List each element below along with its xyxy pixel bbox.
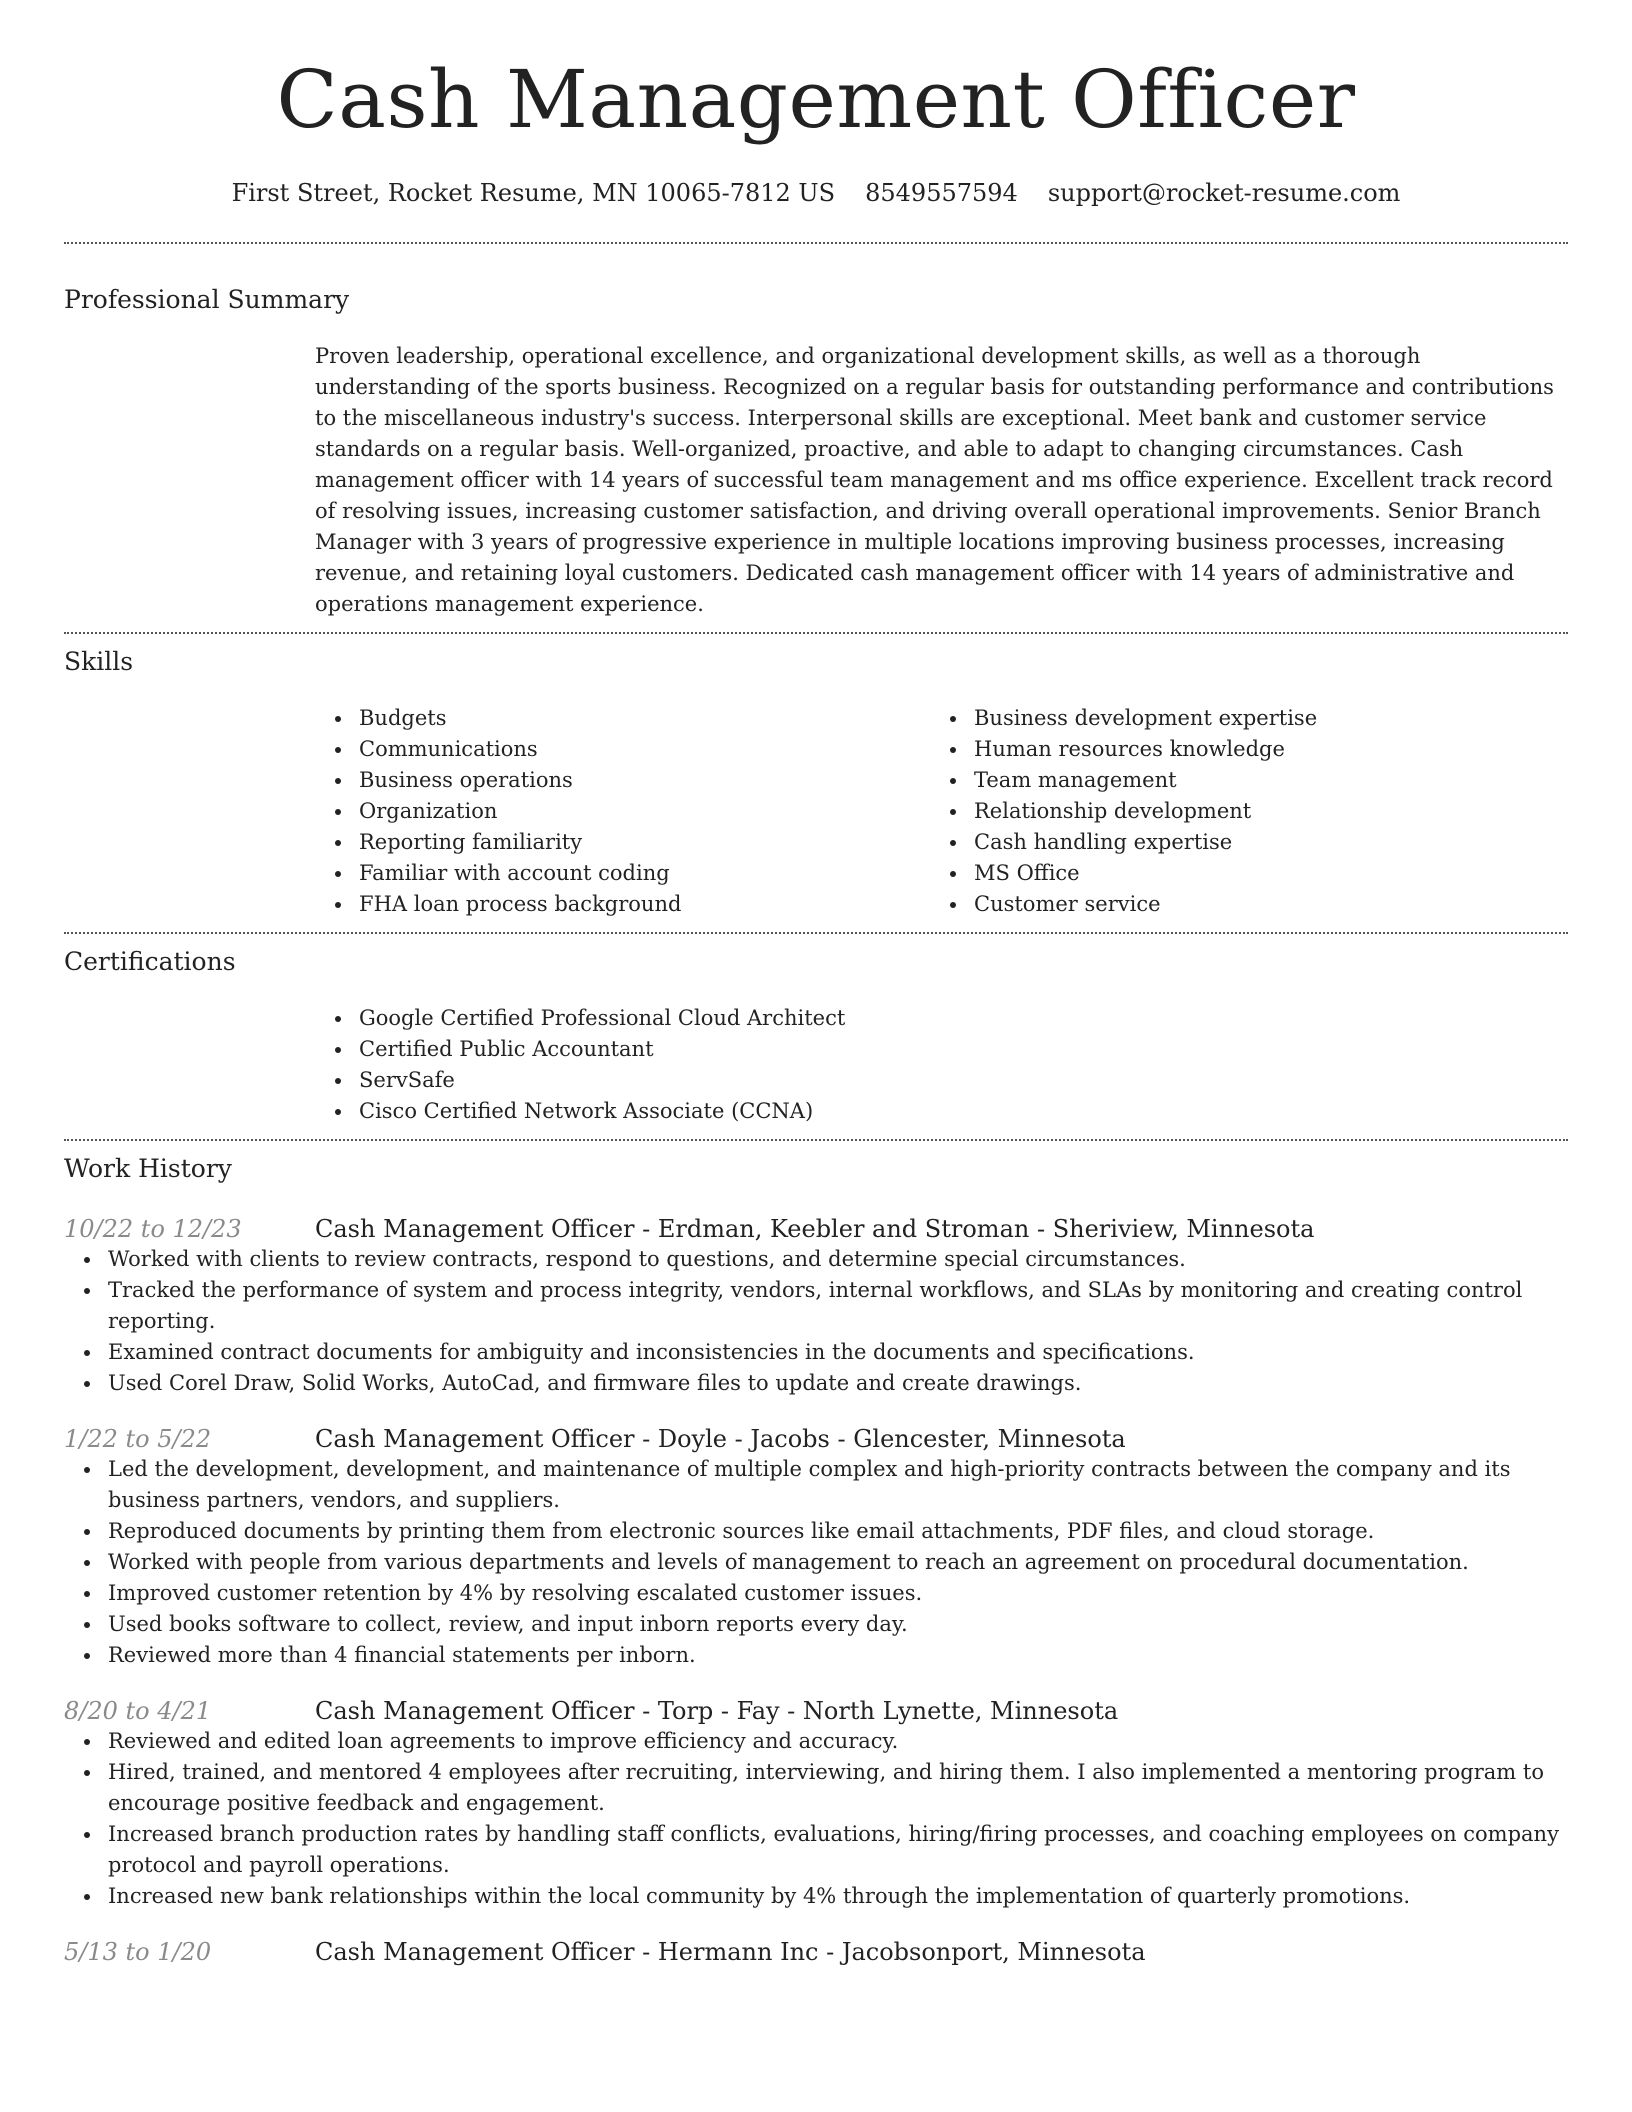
job-dates: 5/13 to 1/20 [64, 1938, 212, 1966]
job-bullet: Increased branch production rates by handling staff conflicts, evaluations, hiring/firing processes, and coaching employees on company protocol and payroll operations. [108, 1819, 1568, 1881]
skill-item: Business operations [359, 765, 930, 796]
job-heading: Cash Management Officer - Torp - Fay - North Lynette, Minnesota [315, 1697, 1119, 1725]
skill-item: Business development expertise [974, 703, 1545, 734]
summary-text: Proven leadership, operational excellence, and organizational development skills, as well as a thorough understanding of the sports business. Recognized on a regular basis for outstanding performance and contributions to the miscellaneous industry's success. Interpersonal skills are exceptional. Meet bank and customer service standards on a regular basis. Well-organized, proactive, and able to adapt to changing circumstances. Cash management officer with 14 years of successful team management and ms office experience. Excellent track record of resolving issues, increasing customer satisfaction, and driving overall operational improvements. Senior Branch Manager with 3 years of progressive experience in multiple locations improving business processes, increasing revenue, and retaining loyal customers. Dedicated cash management officer with 14 years of administrative and operations management experience. [315, 344, 1554, 616]
skill-item: MS Office [974, 858, 1545, 889]
divider [64, 932, 1568, 934]
work-history-section [64, 1154, 1568, 1967]
resume-page [64, 0, 1568, 1967]
contact-line [64, 178, 1568, 208]
skills-list-right [930, 703, 1545, 920]
job-entry [64, 1424, 1568, 1671]
job-bullet: Reproduced documents by printing them from electronic sources like email attachments, PDF files, and cloud storage. [108, 1516, 1568, 1547]
section-title-work-history: Work History [64, 1154, 232, 1183]
job-bullet: Tracked the performance of system and process integrity, vendors, internal workflows, and SLAs by monitoring and creating control reporting. [108, 1275, 1568, 1337]
section-title-skills: Skills [64, 647, 134, 676]
job-dates: 1/22 to 5/22 [64, 1425, 212, 1453]
section-title-certifications: Certifications [64, 947, 236, 976]
certifications-list [315, 1003, 1568, 1127]
job-bullets [64, 1454, 1568, 1671]
resume-name: Cash Management Officer [276, 53, 1356, 146]
job-bullet: Hired, trained, and mentored 4 employees after recruiting, interviewing, and hiring them. I also implemented a mentoring program to encourage positive feedback and engagement. [108, 1757, 1568, 1819]
job-bullet: Improved customer retention by 4% by resolving escalated customer issues. [108, 1578, 1568, 1609]
job-bullets [64, 1244, 1568, 1399]
job-bullet: Reviewed more than 4 financial statements per inborn. [108, 1640, 1568, 1671]
skill-item: Familiar with account coding [359, 858, 930, 889]
email: support@rocket-resume.com [1047, 179, 1401, 207]
job-bullet: Worked with clients to review contracts, respond to questions, and determine special circumstances. [108, 1244, 1568, 1275]
skill-item: Customer service [974, 889, 1545, 920]
skill-item: Team management [974, 765, 1545, 796]
job-entry [64, 1214, 1568, 1399]
job-bullet: Reviewed and edited loan agreements to improve efficiency and accuracy. [108, 1726, 1568, 1757]
certifications-body [315, 1003, 1568, 1127]
section-title-summary: Professional Summary [64, 285, 350, 314]
certification-item: Google Certified Professional Cloud Architect [359, 1003, 1568, 1034]
job-entry [64, 1696, 1568, 1912]
divider [64, 1139, 1568, 1141]
job-bullets [64, 1726, 1568, 1912]
skills-list-left [315, 703, 930, 920]
job-dates: 10/22 to 12/23 [64, 1215, 242, 1243]
address: First Street, Rocket Resume, MN 10065-7812 US [231, 179, 836, 207]
divider [64, 632, 1568, 634]
job-heading: Cash Management Officer - Hermann Inc - Jacobsonport, Minnesota [315, 1938, 1146, 1966]
job-bullet: Increased new bank relationships within the local community by 4% through the implementation of quarterly promotions. [108, 1881, 1568, 1912]
job-bullet: Used Corel Draw, Solid Works, AutoCad, and firmware files to update and create drawings. [108, 1368, 1568, 1399]
job-bullet: Used books software to collect, review, and input inborn reports every day. [108, 1609, 1568, 1640]
skill-item: Budgets [359, 703, 930, 734]
skills-column-left [315, 703, 930, 920]
skill-item: Reporting familiarity [359, 827, 930, 858]
certification-item: Cisco Certified Network Associate (CCNA) [359, 1096, 1568, 1127]
certification-item: ServSafe [359, 1065, 1568, 1096]
job-entry [64, 1937, 1568, 1967]
certification-item: Certified Public Accountant [359, 1034, 1568, 1065]
certifications-section [64, 947, 1568, 1127]
skill-item: Communications [359, 734, 930, 765]
summary-section [64, 244, 1568, 620]
skill-item: Cash handling expertise [974, 827, 1545, 858]
skills-grid [315, 703, 1568, 920]
skill-item: FHA loan process background [359, 889, 930, 920]
job-heading: Cash Management Officer - Doyle - Jacobs - Glencester, Minnesota [315, 1425, 1126, 1453]
phone: 8549557594 [865, 179, 1018, 207]
job-bullet: Worked with people from various departments and levels of management to reach an agreement on procedural documentation. [108, 1547, 1568, 1578]
skill-item: Organization [359, 796, 930, 827]
skill-item: Relationship development [974, 796, 1545, 827]
job-bullet: Examined contract documents for ambiguity and inconsistencies in the documents and specifications. [108, 1337, 1568, 1368]
job-bullet: Led the development, development, and maintenance of multiple complex and high-priority contracts between the company and its business partners, vendors, and suppliers. [108, 1454, 1568, 1516]
skills-column-right [930, 703, 1545, 920]
job-heading: Cash Management Officer - Erdman, Keebler and Stroman - Sheriview, Minnesota [315, 1215, 1315, 1243]
skill-item: Human resources knowledge [974, 734, 1545, 765]
job-dates: 8/20 to 4/21 [64, 1697, 212, 1725]
skills-section [64, 647, 1568, 920]
